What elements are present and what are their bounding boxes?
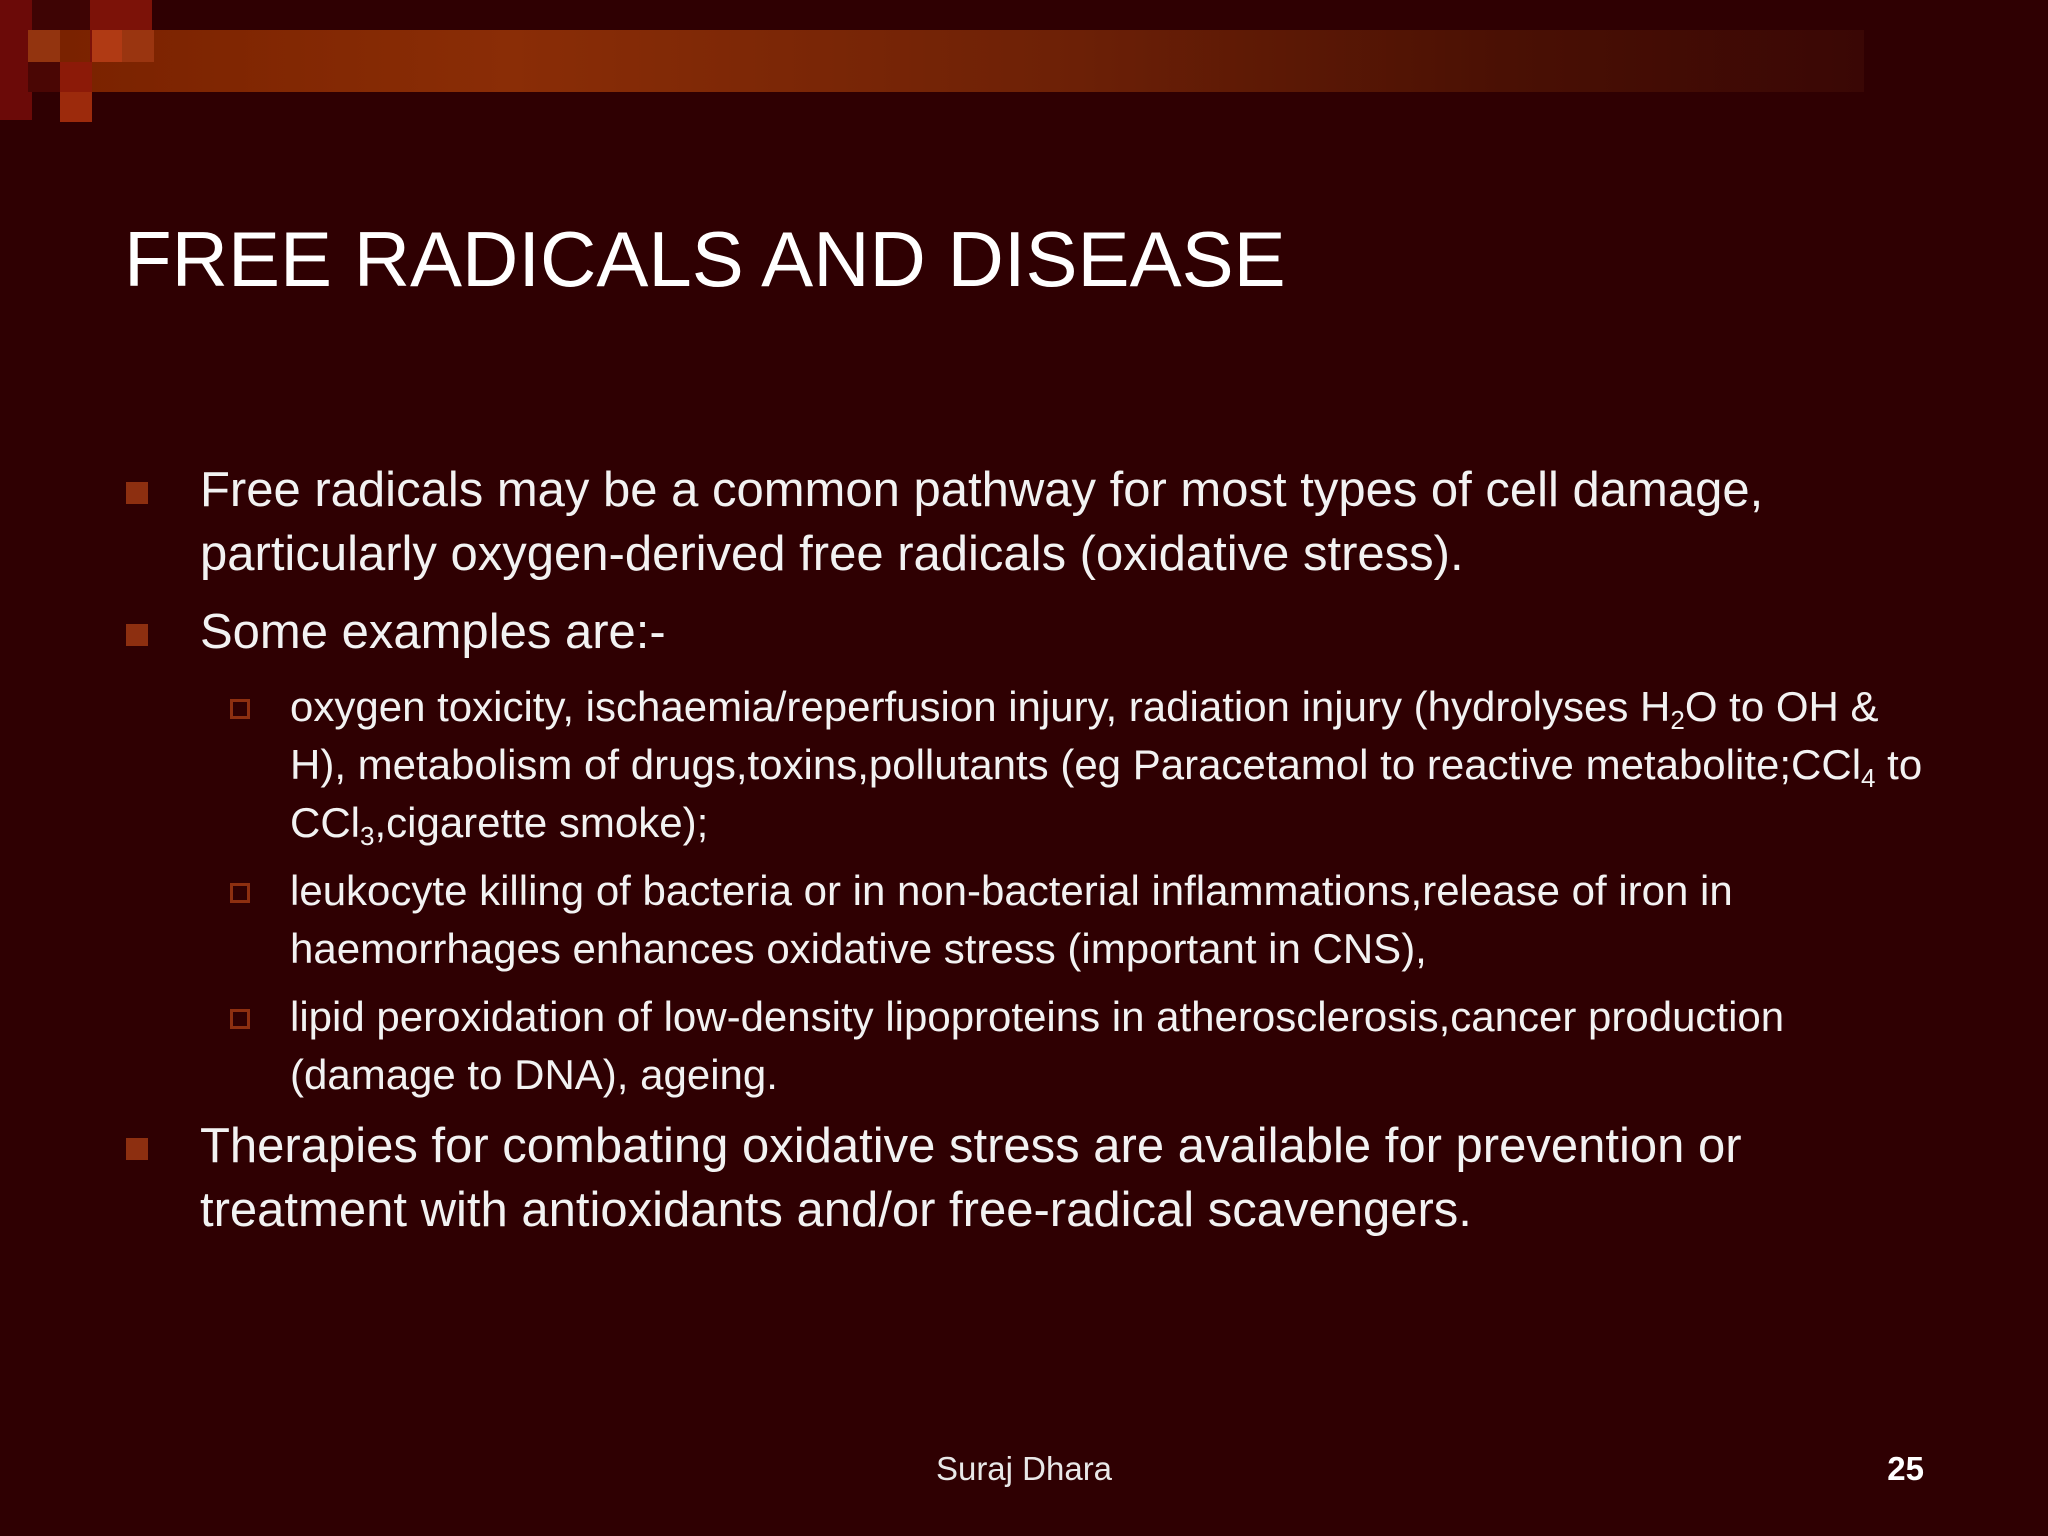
- square-bullet-icon: [126, 624, 148, 646]
- sub-bullet-item: [124, 678, 1924, 852]
- square-bullet-icon: [126, 1138, 148, 1160]
- bullet-item: [124, 600, 1924, 664]
- decorative-square: [92, 30, 122, 62]
- page-number: 25: [1887, 1450, 1924, 1487]
- decorative-square: [60, 92, 92, 122]
- hollow-square-bullet-icon: [230, 883, 250, 903]
- bullet-item: [124, 458, 1924, 586]
- sub-bullet-item: [124, 988, 1924, 1104]
- sub-bullet-text: lipid peroxidation of low-density lipoproteins in atherosclerosis,cancer production (damage to DNA), ageing.: [290, 993, 1785, 1098]
- bullet-text: Therapies for combating oxidative stress are available for prevention or treatment with antioxidants and/or free-radical scavengers.: [200, 1119, 1742, 1237]
- sub-bullet-text: oxygen toxicity, ischaemia/reperfusion injury, radiation injury (hydrolyses $H_2O$ to OH & H), metabolism of drugs,toxins,pollutants (eg Paracetamol to reactive metabolite;CCl$_4$ to CCl$_3$,cigarette smoke);: [290, 683, 1923, 851]
- sub-bullet-item: [124, 862, 1924, 978]
- decorative-square: [122, 30, 154, 62]
- decorative-square: [28, 30, 60, 62]
- sub-bullet-list: [124, 678, 1924, 1104]
- slide-content: [124, 458, 1924, 1256]
- bullet-text: Some examples are:-: [200, 605, 666, 659]
- decorative-square: [28, 62, 60, 92]
- decorative-square: [60, 62, 92, 92]
- square-bullet-icon: [126, 482, 148, 504]
- slide-title: FREE RADICALS AND DISEASE: [124, 215, 1286, 303]
- bullet-text: Free radicals may be a common pathway for most types of cell damage, particularly oxygen-derived free radicals (oxidative stress).: [200, 463, 1764, 581]
- decorative-top-band: [60, 30, 1864, 92]
- sub-bullet-text: leukocyte killing of bacteria or in non-bacterial inflammations,release of iron in haemorrhages enhances oxidative stress (important in CNS),: [290, 867, 1733, 972]
- hollow-square-bullet-icon: [230, 699, 250, 719]
- bullet-item: [124, 1114, 1924, 1242]
- hollow-square-bullet-icon: [230, 1009, 250, 1029]
- footer-author: Suraj Dhara: [935, 1450, 1113, 1487]
